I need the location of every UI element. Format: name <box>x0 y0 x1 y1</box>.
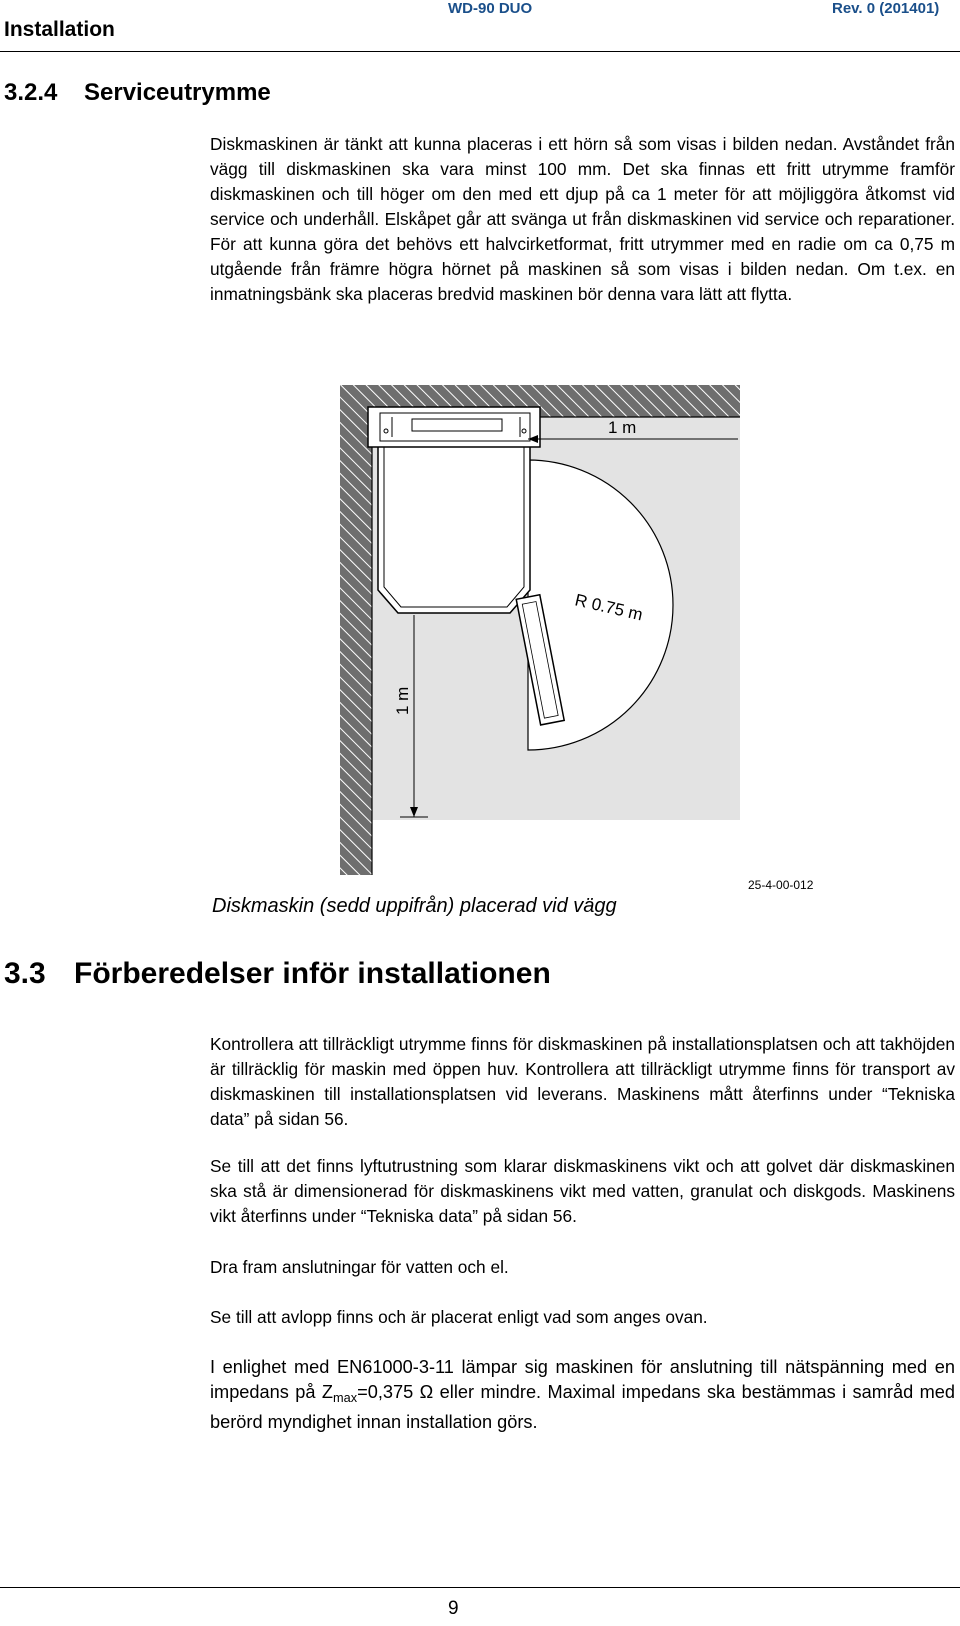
figure-reference: 25-4-00-012 <box>748 878 814 892</box>
section-33-paragraph-4: Se till att avlopp finns och är placerat enligt vad som anges ovan. <box>210 1307 708 1327</box>
header-model: WD-90 DUO <box>448 0 533 17</box>
impedance-text-end: =0,375 Ω eller mindre. Maximal impedans ska bestämmas i samråd med berörd myndighet innan installation görs. <box>210 1382 955 1432</box>
section-324-number: 3.2.4 <box>4 79 58 106</box>
label-swing-radius: R 0.75 m <box>573 590 645 625</box>
section-324-heading <box>4 79 271 107</box>
section-33-paragraph-1: Kontrollera att tillräckligt utrymme finns för diskmaskinen på installationsplatsen och att takhöjden är tillräcklig för maskin med öppen huv. Kontrollera att tillräckligt utrymme finns för transport av diskmaskinen till installationsplatsen vid leverans. Maskinens mått återfinns under “Tekniska data” på sidan 56. <box>210 1034 955 1129</box>
section-33-title: Förberedelser inför installationen <box>74 957 551 990</box>
impedance-text-start: I enlighet med EN61000-3-11 lämpar sig maskinen för anslutning till nätspänning med en impedans på Z <box>210 1357 955 1402</box>
section-33-paragraph-2: Se till att det finns lyftutrustning som klarar diskmaskinens vikt och att golvet där diskmaskinen ska stå är dimensionerad för diskmaskinens vikt med vatten, granulat och diskgods. Maskinens vikt återfinns under “Tekniska data” på sidan 56. <box>210 1156 955 1226</box>
figure-caption: Diskmaskin (sedd uppifrån) placerad vid vägg <box>212 895 617 917</box>
label-side-distance: 1 m <box>393 686 412 715</box>
header-section-title: Installation <box>4 18 115 41</box>
section-324-text: Diskmaskinen är tänkt att kunna placeras i ett hörn så som visas i bilden nedan. Avståndet från vägg till diskmaskinen ska vara minst 100 mm. Det ska finnas ett fritt utrymme framför diskmaskinen och till höger om den med ett djup på ca 1 meter för att möjliggöra åtkomst vid service och underhåll. Elskåpet går att svänga ut från diskmaskinen vid service och reparationer. För att kunna göra det behövs ett halvcirketformat, fritt utrymmer med en radie om ca 0,75 m utgående från främre högra hörnet på maskinen så som visas i bilden nedan. Om t.ex. en inmatningsbänk ska placeras bredvid maskinen bör denna vara lätt att flytta. <box>210 134 955 304</box>
header-divider <box>0 51 960 52</box>
header-revision: Rev. 0 (201401) <box>832 0 940 17</box>
label-top-distance: 1 m <box>608 418 637 437</box>
impedance-subscript: max <box>333 1389 358 1405</box>
section-33-number: 3.3 <box>4 957 46 990</box>
section-33-paragraph-5 <box>210 1355 955 1435</box>
side-wall-hatch <box>340 385 372 875</box>
page-number: 9 <box>448 1598 459 1619</box>
footer-divider <box>0 1587 960 1588</box>
section-33-paragraph-3: Dra fram anslutningar för vatten och el. <box>210 1257 509 1277</box>
machine-body <box>378 443 530 613</box>
section-324-title: Serviceutrymme <box>84 79 271 106</box>
service-space-diagram <box>340 385 800 885</box>
section-33-heading <box>4 957 551 991</box>
